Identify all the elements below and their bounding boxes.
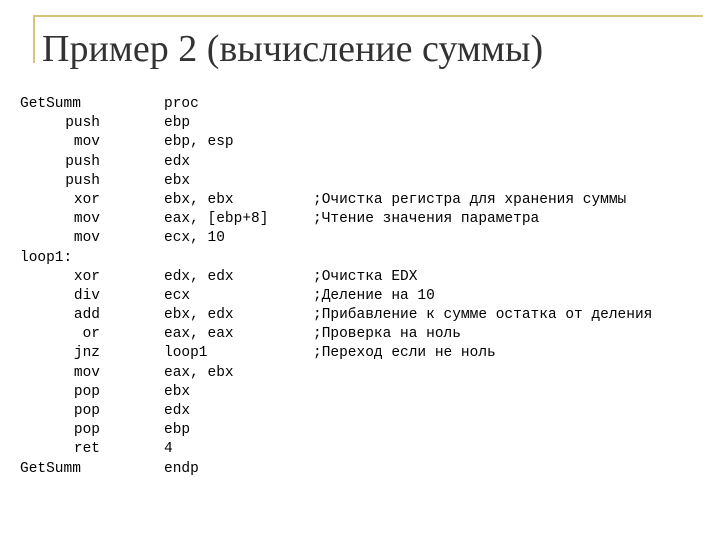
code-mnemonic: push (65, 172, 100, 189)
code-operands: edx, edx (164, 268, 234, 285)
code-line (0, 115, 720, 134)
code-operands: ebp (164, 115, 191, 132)
code-mnemonic: ret (73, 441, 100, 458)
code-line (0, 441, 720, 460)
code-operands: endp (164, 460, 199, 477)
code-line (0, 192, 720, 211)
code-mnemonic: div (73, 287, 100, 304)
code-operands: ebx, ebx (164, 191, 234, 208)
code-comment: ;Проверка на ноль (313, 326, 461, 343)
code-comment: ;Переход если не ноль (313, 345, 496, 362)
code-line (0, 134, 720, 153)
code-mnemonic: mov (73, 364, 100, 381)
code-line (0, 307, 720, 326)
code-mnemonic: push (65, 153, 100, 170)
code-line (0, 403, 720, 422)
code-line (0, 422, 720, 441)
code-mnemonic: jnz (73, 345, 100, 362)
code-operands: ebp (164, 422, 191, 439)
slide-title: Пример 2 (вычисление суммы) (42, 28, 544, 70)
code-line (0, 288, 720, 307)
code-operands: ebx (164, 383, 191, 400)
code-operands: edx (164, 403, 191, 419)
code-operands: loop1 (164, 345, 208, 362)
code-comment: ;Чтение значения параметра (313, 211, 540, 228)
code-operands: proc (164, 96, 199, 112)
code-comment: ;Прибавление к сумме остатка от деления (313, 307, 653, 324)
code-mnemonic: mov (73, 134, 100, 151)
code-label: loop1: (20, 249, 73, 266)
code-operands: ebx, edx (164, 307, 234, 324)
code-mnemonic: xor (73, 191, 100, 208)
code-mnemonic: pop (73, 422, 100, 439)
code-mnemonic: xor (73, 268, 100, 285)
slide-left-rule (33, 15, 35, 63)
code-line (0, 173, 720, 192)
code-operands: ecx, 10 (164, 230, 225, 247)
code-label: GetSumm (20, 96, 81, 112)
code-line (0, 250, 720, 269)
code-line (0, 365, 720, 384)
code-operands: ecx (164, 287, 191, 304)
code-operands: eax, ebx (164, 364, 234, 381)
code-comment: ;Очистка регистра для хранения суммы (313, 191, 627, 208)
code-line (0, 154, 720, 173)
code-line (0, 269, 720, 288)
code-comment: ;Деление на 10 (313, 287, 435, 304)
code-line (0, 211, 720, 230)
code-mnemonic: add (73, 307, 100, 324)
slide-top-rule (33, 15, 703, 17)
code-mnemonic: pop (73, 383, 100, 400)
code-operands: edx (164, 153, 191, 170)
code-mnemonic: push (65, 115, 100, 132)
code-comment: ;Очистка EDX (313, 268, 418, 285)
code-operands: ebx (164, 172, 191, 189)
code-line (0, 230, 720, 249)
code-operands: eax, [ebp+8] (164, 211, 269, 228)
code-label: GetSumm (20, 460, 81, 477)
code-line (0, 461, 720, 480)
code-operands: 4 (164, 441, 173, 458)
code-operands: eax, eax (164, 326, 234, 343)
code-line (0, 96, 720, 115)
code-mnemonic: mov (73, 211, 100, 228)
code-line (0, 345, 720, 364)
code-line (0, 384, 720, 403)
code-mnemonic: mov (73, 230, 100, 247)
code-line (0, 326, 720, 345)
code-listing (0, 96, 720, 480)
code-mnemonic: pop (73, 403, 100, 419)
code-mnemonic: or (82, 326, 100, 343)
code-operands: ebp, esp (164, 134, 234, 151)
